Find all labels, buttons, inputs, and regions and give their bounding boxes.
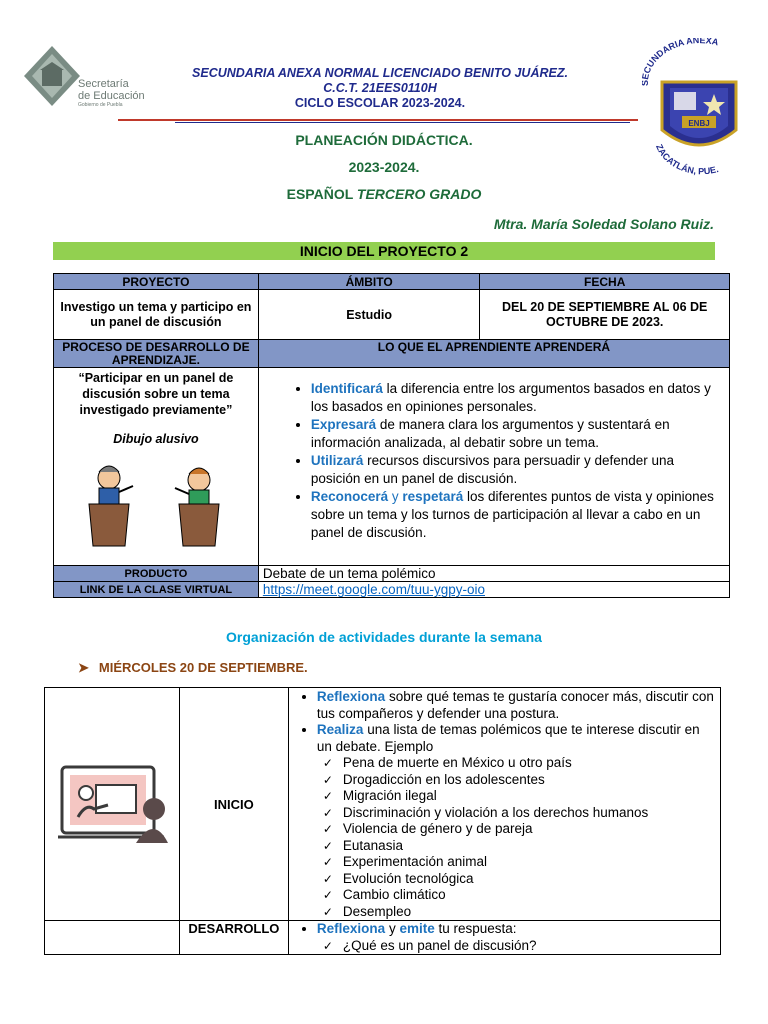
header-rule-blue bbox=[175, 122, 630, 123]
school-cycle: CICLO ESCOLAR 2023-2024. bbox=[294, 96, 466, 110]
desarrollo-item: • Reflexiona y emite tu respuesta: ✓ ¿Qué es un panel de discusión? bbox=[317, 921, 716, 954]
cell-proceso bbox=[54, 368, 259, 566]
header-aprendera: LO QUE EL APRENDIENTE APRENDERÁ bbox=[258, 340, 729, 368]
school-header bbox=[150, 66, 610, 111]
school-seal-icon bbox=[642, 38, 754, 178]
learning-item: • Utilizará recursos discursivos para persuadir y defender una posición en un panel de discusión. bbox=[311, 452, 725, 488]
debate-illustration-icon bbox=[81, 458, 231, 548]
sep-logo-line2: de Educación bbox=[78, 90, 145, 102]
topic-item: ✓ Experimentación animal bbox=[341, 854, 716, 871]
subject-grade: TERCERO GRADO bbox=[356, 186, 482, 202]
svg-text:SECUNDARIA ANEXA bbox=[642, 38, 720, 86]
inicio-item-reflexiona: • Reflexiona sobre qué temas te gustaría conocer más, discutir con tus compañeros y defender una postura. bbox=[317, 689, 716, 722]
header-link: LINK DE LA CLASE VIRTUAL bbox=[54, 582, 259, 598]
activities-table bbox=[44, 687, 721, 955]
cell-inicio-content bbox=[288, 688, 720, 921]
arrow-bullet-icon: ➤ bbox=[78, 660, 89, 675]
dibujo-label: Dibujo alusivo bbox=[113, 432, 199, 446]
cell-producto: Debate de un tema polémico bbox=[258, 566, 729, 582]
seal-bottom-text: ZACATLÁN, PUE. bbox=[654, 142, 720, 177]
topic-item: ✓ Desempleo bbox=[341, 904, 716, 921]
topic-item: ✓ Eutanasia bbox=[341, 838, 716, 855]
week-title: Organización de actividades durante la semana bbox=[226, 629, 542, 645]
cell-proyecto: Investigo un tema y participo en un panel de discusión bbox=[54, 290, 259, 340]
cell-desarrollo-content bbox=[288, 921, 720, 955]
subject-name: ESPAÑOL bbox=[286, 186, 354, 202]
title-year: 2023-2024. bbox=[348, 159, 420, 175]
cell-fecha: DEL 20 DE SEPTIEMBRE AL 06 DE OCTUBRE DE 2023. bbox=[480, 290, 730, 340]
cell-desarrollo-empty bbox=[45, 921, 180, 955]
title-subject bbox=[0, 186, 768, 202]
cell-aprendera bbox=[258, 368, 729, 566]
learning-item: • Identificará la diferencia entre los argumentos basados en datos y los basados en opiniones personales. bbox=[311, 380, 725, 416]
seal-badge-text: ENBJ bbox=[688, 119, 710, 128]
desarrollo-questions bbox=[317, 938, 716, 955]
desarrollo-list bbox=[293, 921, 716, 954]
school-cct: C.C.T. 21EES0110H bbox=[323, 81, 437, 95]
sep-emblem-icon bbox=[22, 44, 82, 108]
topic-item: ✓ Drogadicción en los adolescentes bbox=[341, 772, 716, 789]
learning-item: • Expresará de manera clara los argumentos y sustentará en información analizada, al debatir sobre un tema. bbox=[311, 416, 725, 452]
inicio-item-realiza: • Realiza una lista de temas polémicos que te interese discutir en un debate. Ejemplo ✓ Pena de muerte en México u otro país ✓ Drogadicción en los adolescentes ✓ Migración ilegal ✓ Discriminación y violación a los derechos humanos ✓ Violencia de género y de pareja ✓ Eutanasia ✓ Experimentación animal ✓ Evolución tecnológica ✓ Cambio climático ✓ Desempleo bbox=[317, 722, 716, 920]
seal-top-text: CUNDARIA ANEXA bbox=[642, 38, 720, 75]
inicio-list bbox=[293, 689, 716, 920]
learning-list bbox=[263, 380, 725, 542]
proceso-text: “Participar en un panel de discusión sobre un tema investigado previamente” bbox=[78, 371, 234, 417]
school-seal bbox=[642, 38, 754, 178]
sep-logo-line3: Gobierno de Puebla bbox=[78, 102, 123, 108]
class-link[interactable]: https://meet.google.com/tuu-ygpy-oio bbox=[262, 582, 485, 597]
school-name: SECUNDARIA ANEXA NORMAL LICENCIADO BENITO JUÁREZ. bbox=[192, 66, 568, 80]
header-rule-red bbox=[118, 119, 638, 121]
topic-item: ✓ Discriminación y violación a los derechos humanos bbox=[341, 805, 716, 822]
cell-link bbox=[258, 582, 729, 598]
online-class-icon bbox=[56, 761, 168, 845]
project-banner: INICIO DEL PROYECTO 2 bbox=[53, 242, 715, 260]
title-planeacion: PLANEACIÓN DIDÁCTICA. bbox=[295, 132, 473, 148]
topic-item: ✓ Migración ilegal bbox=[341, 788, 716, 805]
question-item: ✓ ¿Qué es un panel de discusión? bbox=[341, 938, 716, 955]
topic-item: ✓ Violencia de género y de pareja bbox=[341, 821, 716, 838]
header-ambito: ÁMBITO bbox=[258, 274, 480, 290]
topic-item: ✓ Pena de muerte en México u otro país bbox=[341, 755, 716, 772]
cell-ambito: Estudio bbox=[258, 290, 480, 340]
day-title bbox=[78, 660, 308, 676]
topics-list bbox=[317, 755, 716, 920]
project-table bbox=[53, 273, 730, 598]
sep-logo bbox=[22, 44, 152, 110]
sep-logo-line1: Secretaría bbox=[78, 78, 129, 90]
topic-item: ✓ Cambio climático bbox=[341, 887, 716, 904]
teacher-name: Mtra. María Soledad Solano Ruiz. bbox=[493, 216, 714, 232]
label-inicio: INICIO bbox=[179, 688, 288, 921]
header-proyecto: PROYECTO bbox=[54, 274, 259, 290]
topic-item: ✓ Evolución tecnológica bbox=[341, 871, 716, 888]
learning-item: • Reconocerá y respetará los diferentes puntos de vista y opiniones sobre un tema y los turnos de participación al llevar a cabo en un panel de discusión. bbox=[311, 488, 725, 542]
header-fecha: FECHA bbox=[480, 274, 730, 290]
header-proceso: PROCESO DE DESARROLLO DE APRENDIZAJE. bbox=[54, 340, 259, 368]
label-desarrollo: DESARROLLO bbox=[179, 921, 288, 955]
cell-inicio-icon bbox=[45, 688, 180, 921]
header-producto: PRODUCTO bbox=[54, 566, 259, 582]
day-title-text: MIÉRCOLES 20 DE SEPTIEMBRE. bbox=[98, 660, 308, 675]
